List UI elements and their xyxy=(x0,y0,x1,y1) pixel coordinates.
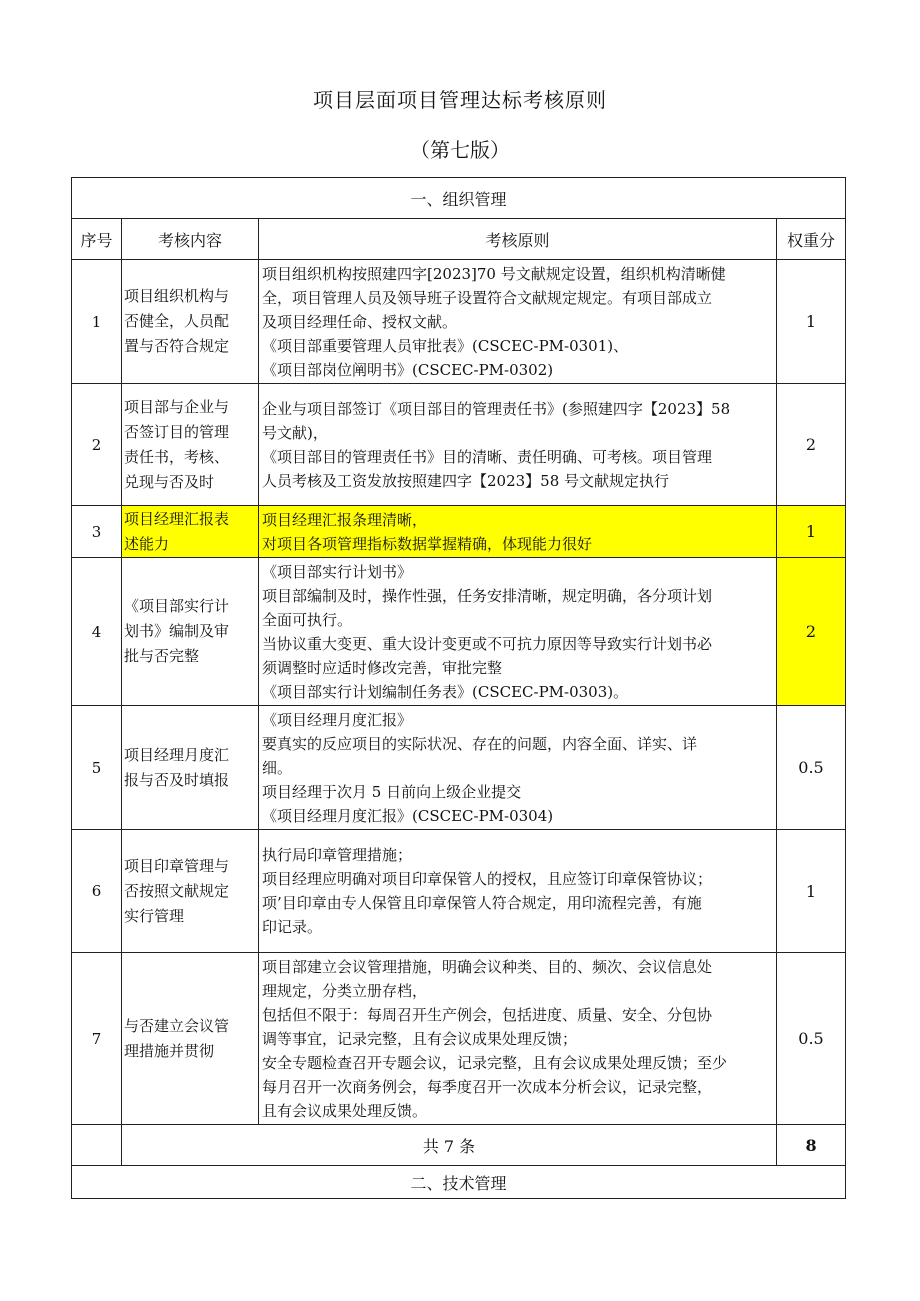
row-rule: 项目组织机构按照建四字[2023]70 号文献规定设置，组织机构清晰健 全，项目管理人员及领导班子设置符合文献规定规定。有项目部成立 及项目经理任命、授权文献。 《项目部重要管理人员审批表》(CSCEC-PM-0301)、 《项目部岗位阐明书》(CSCEC-PM-0302) xyxy=(259,260,777,384)
total-row xyxy=(72,1125,846,1166)
row-seq: 3 xyxy=(72,506,122,558)
row-weight: 1 xyxy=(777,830,846,953)
row-seq: 5 xyxy=(72,706,122,830)
row-content: 与否建立会议管 理措施并贯彻 xyxy=(122,953,259,1125)
section-header-row xyxy=(72,178,846,219)
header-rule: 考核原则 xyxy=(259,219,777,260)
row-weight: 0.5 xyxy=(777,706,846,830)
row-seq: 1 xyxy=(72,260,122,384)
table-row xyxy=(72,830,846,953)
row-seq: 2 xyxy=(72,384,122,506)
row-rule: 项目经理汇报条理清晰， 对项目各项管理指标数据掌握精确，体现能力很好 xyxy=(259,506,777,558)
section-header-row xyxy=(72,1166,846,1199)
section-title-organization: 一、组织管理 xyxy=(72,178,846,219)
row-rule: 《项目经理月度汇报》 要真实的反应项目的实际状况、存在的问题，内容全面、详实、详 细。 项目经理于次月 5 日前向上级企业提交 《项目经理月度汇报》(CSCEC-PM-0304) xyxy=(259,706,777,830)
table-row xyxy=(72,384,846,506)
row-content: 项目经理汇报表 述能力 xyxy=(122,506,259,558)
column-header-row xyxy=(72,219,846,260)
row-content: 《项目部实行计 划书》编制及审 批与否完整 xyxy=(122,558,259,706)
header-seq: 序号 xyxy=(72,219,122,260)
table-row xyxy=(72,260,846,384)
document-title: 项目层面项目管理达标考核原则 xyxy=(313,88,607,112)
row-rule: 企业与项目部签订《项目部目的管理责任书》(参照建四字【2023】58 号文献)， 《项目部目的管理责任书》目的清晰、责任明确、可考核。项目管理 人员考核及工资发放按照建四字【2023】58 号文献规定执行 xyxy=(259,384,777,506)
total-weight: 8 xyxy=(777,1125,846,1166)
row-rule: 执行局印章管理措施； 项目经理应明确对项目印章保管人的授权，且应签订印章保管协议； 项’目印章由专人保管且印章保管人符合规定，用印流程完善，有施 印记录。 xyxy=(259,830,777,953)
row-weight: 2 xyxy=(777,384,846,506)
header-content: 考核内容 xyxy=(122,219,259,260)
row-seq: 7 xyxy=(72,953,122,1125)
row-rule: 《项目部实行计划书》 项目部编制及时，操作性强，任务安排清晰，规定明确，各分项计划 全面可执行。 当协议重大变更、重大设计变更或不可抗力原因等导致实行计划书必 须调整时应适时修改完善，审批完整 《项目部实行计划编制任务表》(CSCEC-PM-0303)。 xyxy=(259,558,777,706)
row-weight: 2 xyxy=(777,558,846,706)
row-content: 项目部与企业与 否签订目的管理 责任书，考核、 兑现与否及时 xyxy=(122,384,259,506)
row-weight: 1 xyxy=(777,506,846,558)
table-row xyxy=(72,558,846,706)
table-row xyxy=(72,953,846,1125)
section-title-technical: 二、技术管理 xyxy=(72,1166,846,1199)
row-weight: 0.5 xyxy=(777,953,846,1125)
row-content: 项目经理月度汇 报与否及时填报 xyxy=(122,706,259,830)
assessment-table xyxy=(71,177,846,1199)
row-rule: 项目部建立会议管理措施，明确会议种类、目的、频次、会议信息处 理规定，分类立册存档， 包括但不限于：每周召开生产例会，包括进度、质量、安全、分包协 调等事宜，记录完整，且有会议成果处理反馈； 安全专题检查召开专题会议，记录完整，且有会议成果处理反馈；至少 每月召开一次商务例会，每季度召开一次成本分析会议，记录完整， 且有会议成果处理反馈。 xyxy=(259,953,777,1125)
table-row-highlighted xyxy=(72,506,846,558)
row-content: 项目印章管理与 否按照文献规定 实行管理 xyxy=(122,830,259,953)
document-subtitle: （第七版） xyxy=(410,138,510,162)
table-row xyxy=(72,706,846,830)
row-weight: 1 xyxy=(777,260,846,384)
header-weight: 权重分 xyxy=(777,219,846,260)
total-label: 共 7 条 xyxy=(122,1125,777,1166)
total-seq-empty xyxy=(72,1125,122,1166)
row-seq: 4 xyxy=(72,558,122,706)
row-content: 项目组织机构与 否健全，人员配 置与否符合规定 xyxy=(122,260,259,384)
row-seq: 6 xyxy=(72,830,122,953)
